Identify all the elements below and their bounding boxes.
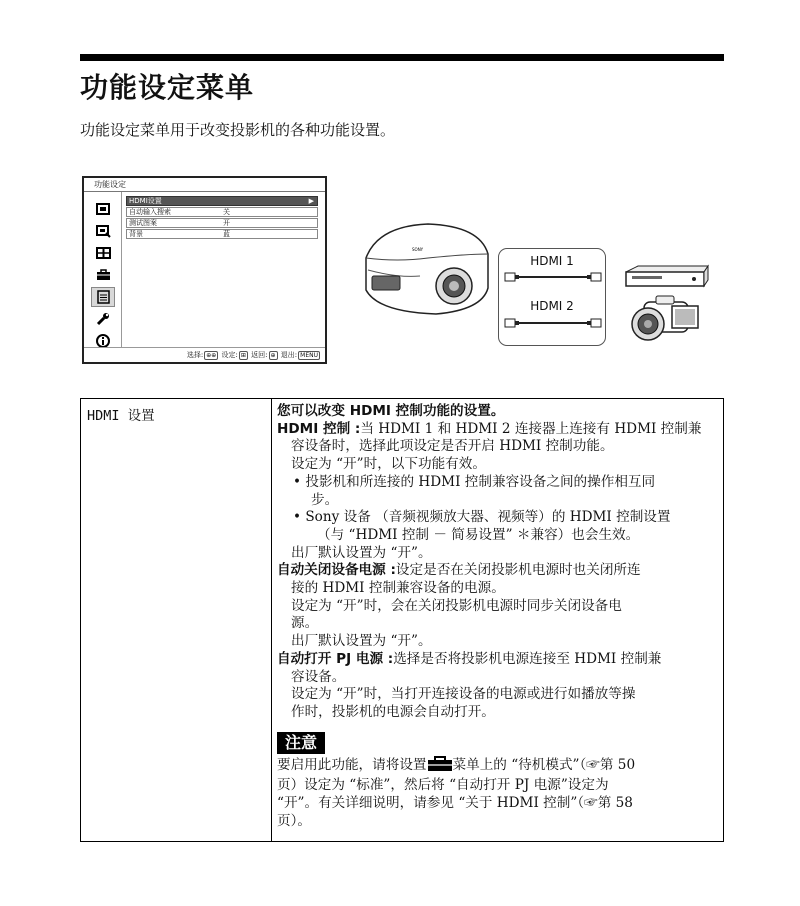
- hdmi-control-term: HDMI 控制 :: [277, 420, 361, 437]
- osd-row-label: 测试图案: [129, 219, 157, 227]
- hdmi-cable-box: [498, 248, 606, 346]
- bullet-item: [277, 509, 721, 527]
- enter-key-icon: ⊞: [240, 352, 246, 359]
- note-line: [277, 795, 721, 813]
- osd-footer-select: 选择:: [186, 351, 204, 359]
- note-line: 页）设定为 “标准”，然后将 “自动打开 PJ 电源”设定为: [277, 777, 609, 794]
- note-text: 第 58: [597, 795, 633, 812]
- bullet-icon: •: [293, 473, 302, 490]
- auto-power-off-line: [277, 562, 721, 580]
- description-text: 步。: [311, 491, 339, 508]
- installation-icon: [91, 309, 115, 329]
- osd-sidebar: [84, 192, 122, 348]
- bullet-icon: •: [293, 509, 302, 526]
- auto-power-off-term: 自动关闭设备电源 :: [277, 562, 396, 579]
- note-text: 第 50: [599, 756, 636, 773]
- auto-power-on-term: 自动打开 PJ 电源 :: [277, 650, 394, 667]
- hdmi-connection-illustration: [356, 212, 726, 342]
- function-menu-screenshot: [82, 176, 327, 364]
- osd-title: 功能设定: [84, 178, 325, 192]
- description-text: 出厂默认设置为 “开”。: [291, 633, 432, 650]
- description-text: 设定是否在关闭投影机电源时也关闭所连: [395, 562, 641, 579]
- description-text: 设定为 “开”时，当打开连接设备的电源或进行如播放等操: [291, 686, 636, 703]
- description-text: 接的 HDMI 控制兼容设备的电源。: [291, 580, 505, 597]
- description-heading: 您可以改变 HDMI 控制功能的设置。: [277, 403, 505, 419]
- intro-text: 功能设定菜单用于改变投影机的各种功能设置。: [80, 121, 396, 139]
- bullet-text: 投影机和所连接的 HDMI 控制兼容设备之间的操作相互同: [305, 473, 656, 490]
- note-text: 要启用此功能，请将设置: [277, 756, 427, 773]
- osd-row-hdmi-settings[interactable]: [126, 196, 318, 206]
- hdmi-1-label: HDMI 1: [530, 254, 574, 268]
- menu-key-icon: MENU: [300, 352, 318, 359]
- description-text: 容设备。: [291, 668, 346, 685]
- arrow-right-icon: ▶: [308, 197, 314, 205]
- osd-row-value: 关: [223, 208, 230, 216]
- osd-row-background[interactable]: [126, 229, 318, 239]
- page-title: 功能设定菜单: [80, 71, 255, 104]
- osd-row-value: 开: [223, 219, 230, 227]
- advanced-picture-icon: [91, 221, 115, 241]
- description-text: 设定为 “开”时，以下功能有效。: [291, 456, 486, 473]
- note-text: “开”。有关详细说明，请参见 “关于 HDMI 控制”（: [277, 795, 585, 812]
- page-reference-icon: ☞: [584, 795, 598, 812]
- note-line: 页）。: [277, 812, 311, 829]
- note-text: 菜单上的 “待机模式”（: [452, 756, 587, 773]
- description-text: 源。: [291, 615, 319, 632]
- osd-row-value: 蓝: [223, 230, 230, 238]
- osd-footer-back: 返回:: [251, 351, 268, 359]
- description-text: 设定为 “开”时，会在关闭投影机电源时同步关闭设备电: [291, 597, 622, 614]
- description-text: 选择是否将投影机电源连接至 HDMI 控制兼: [393, 650, 662, 667]
- hdmi-cable-2-icon: [499, 316, 607, 330]
- description-text: 出厂默认设置为 “开”。: [291, 544, 432, 561]
- top-rule: [80, 54, 724, 61]
- osd-footer-set: 设定:: [221, 351, 238, 359]
- bullet-item: [277, 474, 721, 492]
- hdmi-2-label: HDMI 2: [530, 299, 574, 313]
- hdmi-cable-1-icon: [499, 270, 607, 284]
- description-text: 容设备时，选择此项设定是否开启 HDMI 控制功能。: [291, 438, 614, 455]
- description-text: 当 HDMI 1 和 HDMI 2 连接器上连接有 HDMI 控制兼: [360, 420, 702, 437]
- table-description: [277, 403, 721, 830]
- disc-player-illustration: [624, 264, 724, 294]
- brand-text: SONY: [412, 247, 424, 252]
- setup-icon: [91, 265, 115, 285]
- picture-icon: [91, 199, 115, 219]
- osd-row-label: 自动输入搜索: [129, 208, 171, 216]
- osd-row-label: 背景: [129, 230, 143, 238]
- auto-power-on-line: [277, 651, 721, 669]
- osd-footer-exit: 退出:: [280, 351, 298, 359]
- camcorder-illustration: [626, 294, 706, 346]
- table-column-divider: [271, 399, 272, 841]
- osd-menu-list: [126, 196, 318, 240]
- description-text: （与 “HDMI 控制 － 简易设置” ＊兼容）也会生效。: [317, 526, 640, 543]
- osd-row-test-pattern[interactable]: [126, 218, 318, 228]
- up-down-key-icon: ⊕⊕: [206, 352, 217, 359]
- screen-icon: [91, 243, 115, 263]
- osd-row-label: HDMI设置: [129, 197, 162, 205]
- description-text: 作时，投影机的电源会自动打开。: [291, 703, 495, 720]
- table-item-name: HDMI 设置: [87, 408, 155, 424]
- osd-footer: [84, 347, 325, 362]
- osd-row-auto-input-search[interactable]: [126, 207, 318, 217]
- page-reference-icon: ☞: [586, 756, 600, 773]
- settings-table: [80, 398, 724, 842]
- bullet-text: Sony 设备 （音频视频放大器、视频等）的 HDMI 控制设置: [305, 509, 671, 526]
- note-line: [277, 756, 721, 778]
- function-icon: [91, 287, 115, 307]
- projector-illustration: [358, 218, 498, 318]
- hdmi-control-line: [277, 421, 721, 439]
- note-badge: 注意: [277, 732, 325, 754]
- left-key-icon: ⊕: [270, 352, 276, 359]
- setup-icon: [427, 756, 453, 778]
